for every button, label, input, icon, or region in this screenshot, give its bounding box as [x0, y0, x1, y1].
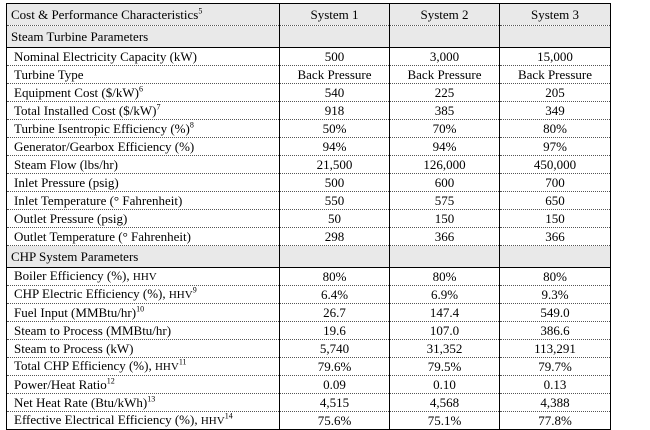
footnote-marker: 11 [178, 357, 187, 367]
table-row [7, 66, 611, 84]
value-cell-system-3: 366 [500, 228, 611, 246]
section-empty-cell [390, 26, 500, 48]
table-body [7, 4, 611, 430]
table-row [7, 156, 611, 174]
header-system-2: System 2 [390, 4, 500, 26]
section-empty-cell [390, 246, 500, 268]
footnote-marker: 8 [189, 120, 194, 130]
row-label-cell [7, 174, 280, 192]
value-cell-system-1: 50 [280, 210, 390, 228]
row-label-cell [7, 156, 280, 174]
row-label: Outlet Temperature (° Fahrenheit) [14, 228, 191, 244]
value-cell-system-1: 540 [280, 84, 390, 102]
row-label-cell [7, 268, 280, 286]
row-label: Equipment Cost ($/kW) [14, 84, 139, 100]
value-cell-system-1: 4,515 [280, 394, 390, 412]
row-label: Steam to Process (MMBtu/hr) [14, 322, 172, 338]
value-cell-system-1: 550 [280, 192, 390, 210]
value-cell-system-3: 4,388 [500, 394, 611, 412]
value-cell-system-3: 15,000 [500, 48, 611, 66]
row-label: Boiler Efficiency (%), [14, 268, 133, 283]
value-cell-system-2: 70% [390, 120, 500, 138]
value-cell-system-3: 97% [500, 138, 611, 156]
row-label-suffix: HHV [154, 361, 179, 373]
value-cell-system-1: 5,740 [280, 340, 390, 358]
value-cell-system-1: 918 [280, 102, 390, 120]
footnote-marker: 14 [224, 411, 233, 421]
value-cell-system-2: Back Pressure [390, 66, 500, 84]
value-cell-system-2: 366 [390, 228, 500, 246]
footnote-marker: 7 [156, 102, 161, 112]
row-label: Power/Heat Ratio [14, 376, 107, 392]
table-row [7, 268, 611, 286]
value-cell-system-3: 80% [500, 268, 611, 286]
table-row [7, 84, 611, 102]
value-cell-system-2: 147.4 [390, 304, 500, 322]
value-cell-system-3: 549.0 [500, 304, 611, 322]
table-row [7, 412, 611, 430]
value-cell-system-2: 6.9% [390, 286, 500, 304]
row-label: Steam Flow (lbs/hr) [14, 156, 118, 172]
table-row [7, 48, 611, 66]
footnote-marker: 6 [138, 84, 143, 94]
table-header-row [7, 4, 611, 26]
row-label-cell [7, 412, 280, 430]
value-cell-system-3: Back Pressure [500, 66, 611, 84]
table-row [7, 394, 611, 412]
row-label: Nominal Electricity Capacity (kW) [14, 48, 198, 64]
value-cell-system-2: 80% [390, 268, 500, 286]
section-title: CHP System Parameters [7, 246, 280, 268]
table-row [7, 286, 611, 304]
row-label: Total CHP Efficiency (%), [14, 358, 155, 373]
cost-performance-table [6, 3, 611, 430]
header-system-3: System 3 [500, 4, 611, 26]
value-cell-system-3: 386.6 [500, 322, 611, 340]
header-system-1: System 1 [280, 4, 390, 26]
header-label-cell [7, 4, 280, 26]
table-row [7, 102, 611, 120]
value-cell-system-2: 31,352 [390, 340, 500, 358]
value-cell-system-1: 50% [280, 120, 390, 138]
section-empty-cell [280, 246, 390, 268]
value-cell-system-1: 26.7 [280, 304, 390, 322]
section-empty-cell [280, 26, 390, 48]
row-label-suffix: HHV [132, 271, 157, 283]
value-cell-system-1: 21,500 [280, 156, 390, 174]
section-empty-cell [500, 26, 611, 48]
value-cell-system-1: 75.6% [280, 412, 390, 430]
value-cell-system-2: 225 [390, 84, 500, 102]
row-label-cell [7, 228, 280, 246]
row-label-cell [7, 102, 280, 120]
row-label-cell [7, 210, 280, 228]
value-cell-system-3: 650 [500, 192, 611, 210]
value-cell-system-3: 79.7% [500, 358, 611, 376]
value-cell-system-2: 126,000 [390, 156, 500, 174]
table-row [7, 340, 611, 358]
section-title: Steam Turbine Parameters [7, 26, 280, 48]
table-row [7, 210, 611, 228]
footnote-marker: 5 [198, 6, 203, 16]
row-label: Inlet Pressure (psig) [14, 174, 119, 190]
value-cell-system-1: 298 [280, 228, 390, 246]
row-label-cell [7, 138, 280, 156]
row-label-cell [7, 358, 280, 376]
value-cell-system-3: 450,000 [500, 156, 611, 174]
table-row [7, 228, 611, 246]
row-label: Steam to Process (kW) [14, 340, 134, 356]
row-label: Effective Electrical Efficiency (%), [14, 412, 201, 427]
document-page [6, 3, 610, 430]
table-row [7, 322, 611, 340]
row-label: Fuel Input (MMBtu/hr) [14, 304, 137, 320]
table-row [7, 120, 611, 138]
row-label: Generator/Gearbox Efficiency (%) [14, 138, 195, 154]
value-cell-system-3: 0.13 [500, 376, 611, 394]
value-cell-system-2: 94% [390, 138, 500, 156]
value-cell-system-1: 6.4% [280, 286, 390, 304]
row-label-cell [7, 376, 280, 394]
row-label: Net Heat Rate (Btu/kWh) [14, 394, 148, 410]
row-label: Turbine Isentropic Efficiency (%) [14, 120, 190, 136]
row-label-cell [7, 304, 280, 322]
value-cell-system-2: 150 [390, 210, 500, 228]
value-cell-system-3: 77.8% [500, 412, 611, 430]
row-label-cell [7, 66, 280, 84]
section-empty-cell [500, 246, 611, 268]
value-cell-system-2: 600 [390, 174, 500, 192]
row-label: Turbine Type [14, 66, 84, 82]
table-row [7, 138, 611, 156]
row-label-suffix: HHV [200, 415, 225, 427]
value-cell-system-3: 700 [500, 174, 611, 192]
value-cell-system-1: 94% [280, 138, 390, 156]
header-label: Cost & Performance Characteristics [11, 6, 199, 22]
value-cell-system-3: 150 [500, 210, 611, 228]
value-cell-system-2: 79.5% [390, 358, 500, 376]
footnote-marker: 9 [192, 285, 197, 295]
row-label-cell [7, 192, 280, 210]
value-cell-system-3: 9.3% [500, 286, 611, 304]
section-header-row [7, 26, 611, 48]
value-cell-system-1: 19.6 [280, 322, 390, 340]
value-cell-system-1: Back Pressure [280, 66, 390, 84]
row-label-cell [7, 48, 280, 66]
value-cell-system-2: 385 [390, 102, 500, 120]
value-cell-system-1: 80% [280, 268, 390, 286]
value-cell-system-2: 107.0 [390, 322, 500, 340]
row-label-cell [7, 394, 280, 412]
value-cell-system-2: 75.1% [390, 412, 500, 430]
value-cell-system-2: 3,000 [390, 48, 500, 66]
row-label-cell [7, 286, 280, 304]
footnote-marker: 12 [106, 376, 115, 386]
value-cell-system-3: 205 [500, 84, 611, 102]
value-cell-system-2: 575 [390, 192, 500, 210]
value-cell-system-2: 0.10 [390, 376, 500, 394]
value-cell-system-1: 500 [280, 174, 390, 192]
footnote-marker: 10 [136, 304, 145, 314]
table-row [7, 192, 611, 210]
row-label: Total Installed Cost ($/kW) [14, 102, 157, 118]
footnote-marker: 13 [147, 394, 156, 404]
row-label: Inlet Temperature (° Fahrenheit) [14, 192, 183, 208]
row-label-cell [7, 120, 280, 138]
table-row [7, 174, 611, 192]
value-cell-system-1: 0.09 [280, 376, 390, 394]
value-cell-system-1: 79.6% [280, 358, 390, 376]
table-row [7, 376, 611, 394]
section-header-row [7, 246, 611, 268]
row-label: CHP Electric Efficiency (%), [14, 286, 169, 301]
value-cell-system-1: 500 [280, 48, 390, 66]
row-label-cell [7, 340, 280, 358]
row-label-cell [7, 84, 280, 102]
value-cell-system-2: 4,568 [390, 394, 500, 412]
table-row [7, 358, 611, 376]
table-row [7, 304, 611, 322]
row-label-suffix: HHV [168, 289, 193, 301]
row-label: Outlet Pressure (psig) [14, 210, 128, 226]
value-cell-system-3: 80% [500, 120, 611, 138]
value-cell-system-3: 113,291 [500, 340, 611, 358]
value-cell-system-3: 349 [500, 102, 611, 120]
row-label-cell [7, 322, 280, 340]
